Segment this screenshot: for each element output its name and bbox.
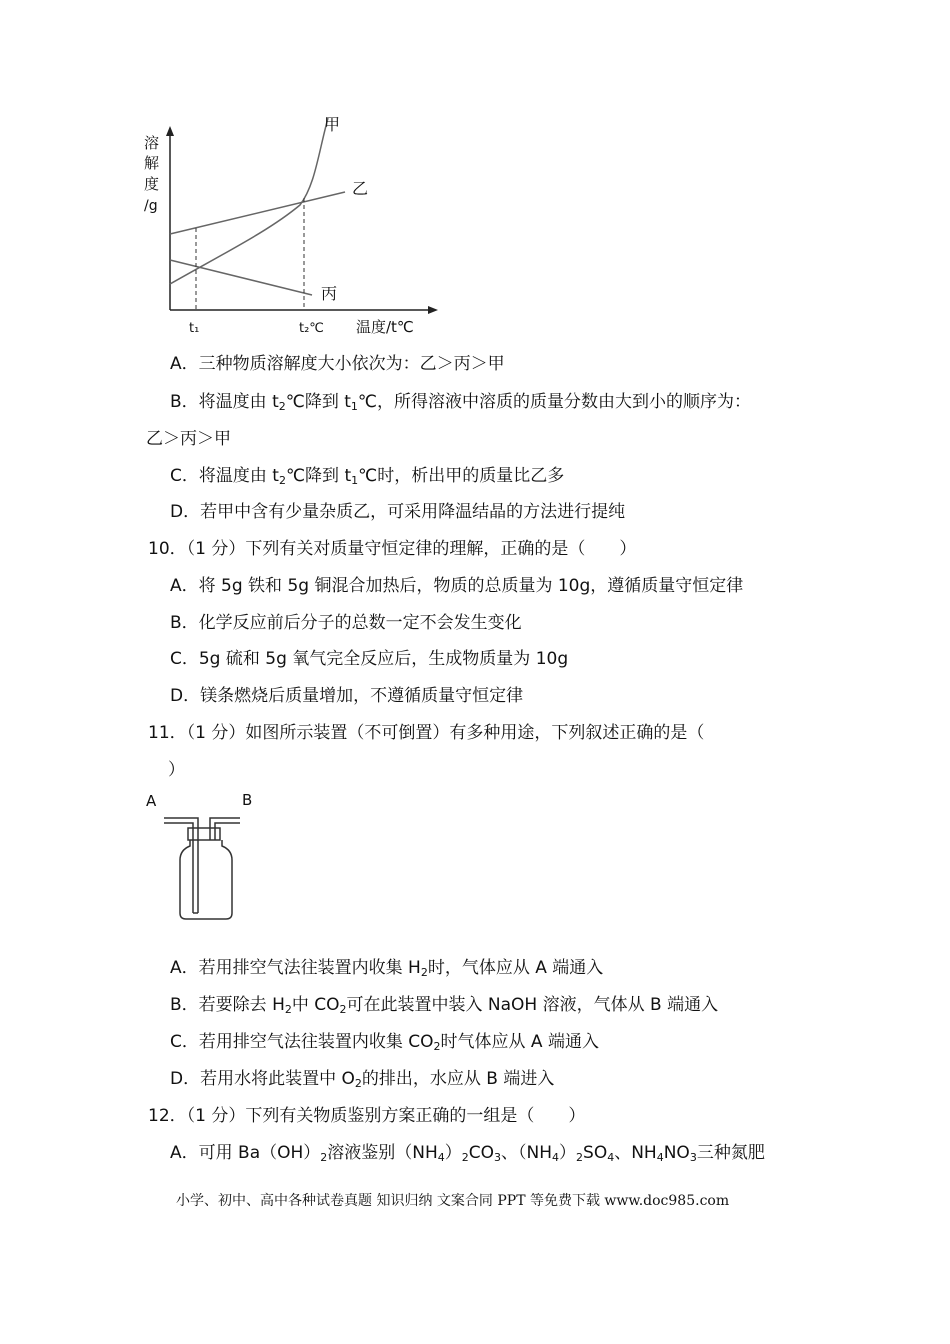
t1-label: t₁ [189, 321, 200, 336]
q9-option-b-cont: 乙＞丙＞甲 [146, 429, 231, 449]
q12-option-a: A．可用 $Ba(OH)_2$溶液鉴别$(NH_4)_2CO_3$、$(NH_4)_2SO_4$、$NH_4NO_3$三种氮肥 [170, 1143, 765, 1164]
q11-option-d: D．若用水将此装置中 $O_2$的排出，水应从 B 端进入 [170, 1069, 555, 1090]
curve-jia-label: 甲 [324, 115, 341, 134]
y-axis-arrow [166, 126, 174, 136]
curve-yi-label: 乙 [352, 179, 369, 198]
q11-option-c: C．若用排空气法往装置内收集 $CO_2$时气体应从 A 端通入 [170, 1032, 599, 1053]
y-label-1: 溶 [144, 134, 160, 152]
gas-bottle-apparatus [140, 788, 270, 923]
y-label-4: /g [144, 198, 158, 214]
solubility-graph [140, 110, 450, 340]
q10-option-c: C．5g 硫和 5g 氧气完全反应后，生成物质量为 10g [170, 649, 569, 669]
q11-option-b: B．若要除去 $H_2$中 $CO_2$可在此装置中装入 NaOH 溶液，气体从 B 端通入 [170, 995, 719, 1016]
page-footer: 小学、初中、高中各种试卷真题 知识归纳 文案合同 PPT 等免费下载 www.doc985.com [176, 1193, 730, 1209]
q12-stem: 12．（1 分）下列有关物质鉴别方案正确的一组是（ ） [148, 1106, 586, 1126]
x-axis-label: 温度/t℃ [356, 318, 414, 336]
q9-option-c: C．将温度由 $t_2℃$降到 $t_1℃$时，析出甲的质量比乙多 [170, 466, 565, 487]
q11-stem: 11．（1 分）如图所示装置（不可倒置）有多种用途，下列叙述正确的是（ [148, 723, 705, 743]
q10-option-a: A．将 5g 铁和 5g 铜混合加热后，物质的总质量为 10g，遵循质量守恒定律 [170, 576, 744, 596]
q9-option-d: D．若甲中含有少量杂质乙，可采用降温结晶的方法进行提纯 [170, 502, 626, 522]
y-label-2: 解 [144, 154, 160, 172]
q10-stem: 10．（1 分）下列有关对质量守恒定律的理解，正确的是（ ） [148, 539, 637, 559]
curve-yi [170, 192, 345, 234]
bottle [180, 840, 232, 919]
q9-option-a: A．三种物质溶解度大小依次为：乙＞丙＞甲 [170, 354, 505, 374]
y-label-3: 度 [144, 175, 160, 193]
q11-option-a: A．若用排空气法往装置内收集 $H_2$时，气体应从 A 端通入 [170, 958, 604, 979]
x-axis-arrow [428, 306, 438, 314]
q10-option-b: B．化学反应前后分子的总数一定不会发生变化 [170, 613, 522, 633]
curve-bing [170, 260, 312, 295]
q9-option-b: B．将温度由 $t_2℃$降到 $t_1℃$，所得溶液中溶质的质量分数由大到小的顺序为： [170, 392, 751, 413]
t2-label: t₂℃ [299, 321, 324, 336]
port-b-label: B [242, 791, 253, 809]
q10-option-d: D．镁条燃烧后质量增加，不遵循质量守恒定律 [170, 686, 524, 706]
q11-stem-end: ） [168, 760, 185, 780]
port-a-label: A [146, 792, 157, 810]
curve-bing-label: 丙 [321, 284, 338, 303]
